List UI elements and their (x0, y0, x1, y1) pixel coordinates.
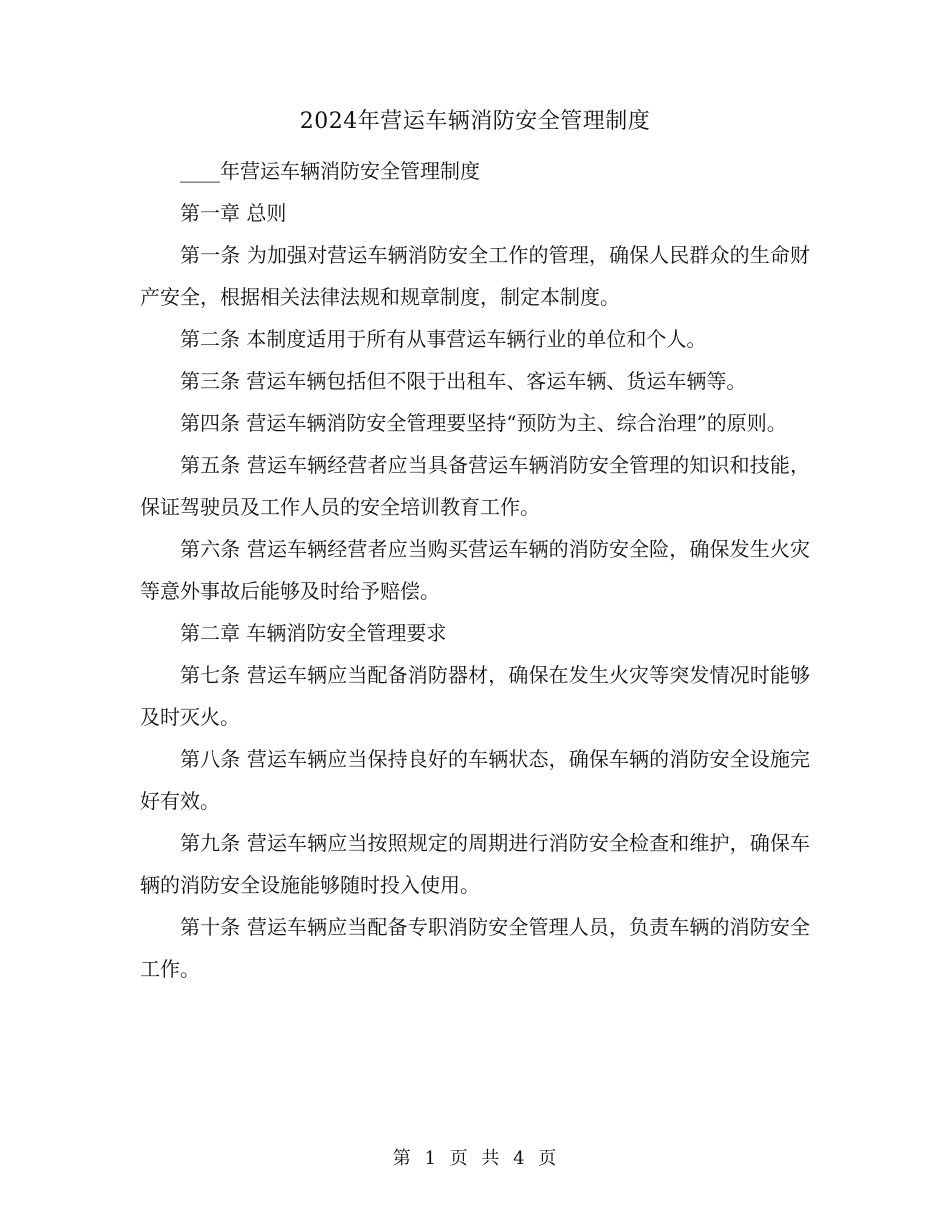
article-3: 第三条 营运车辆包括但不限于出租车、客运车辆、货运车辆等。 (180, 369, 747, 393)
article-8: 第八条 营运车辆应当保持良好的车辆状态，确保车辆的消防安全设施完好有效。 (140, 747, 810, 813)
page-footer: 第 1 页 共 4 页 (392, 1148, 558, 1169)
article-4: 第四条 营运车辆消防安全管理要坚持“预防为主、综合治理”的原则。 (180, 411, 787, 435)
article-5: 第五条 营运车辆经营者应当具备营运车辆消防安全管理的知识和技能，保证驾驶员及工作人员的安全培训教育工作。 (140, 453, 810, 519)
article-1: 第一条 为加强对营运车辆消防安全工作的管理，确保人民群众的生命财产安全，根据相关法律法规和规章制度，制定本制度。 (140, 243, 810, 309)
document-title: 2024年营运车辆消防安全管理制度 (299, 109, 651, 134)
article-9: 第九条 营运车辆应当按照规定的周期进行消防安全检查和维护，确保车辆的消防安全设施能够随时投入使用。 (140, 831, 810, 897)
document-body (140, 150, 810, 990)
chapter-heading-2: 第二章 车辆消防安全管理要求 (180, 621, 447, 645)
chapter-heading-1: 第一章 总则 (180, 201, 287, 225)
article-6: 第六条 营运车辆经营者应当购买营运车辆的消防安全险，确保发生火灾等意外事故后能够及时给予赔偿。 (140, 537, 810, 603)
article-10: 第十条 营运车辆应当配备专职消防安全管理人员，负责车辆的消防安全工作。 (140, 915, 810, 981)
article-7: 第七条 营运车辆应当配备消防器材，确保在发生火灾等突发情况时能够及时灭火。 (140, 663, 810, 729)
article-2: 第二条 本制度适用于所有从事营运车辆行业的单位和个人。 (180, 327, 707, 351)
subtitle-paragraph: ____年营运车辆消防安全管理制度 (180, 159, 480, 183)
